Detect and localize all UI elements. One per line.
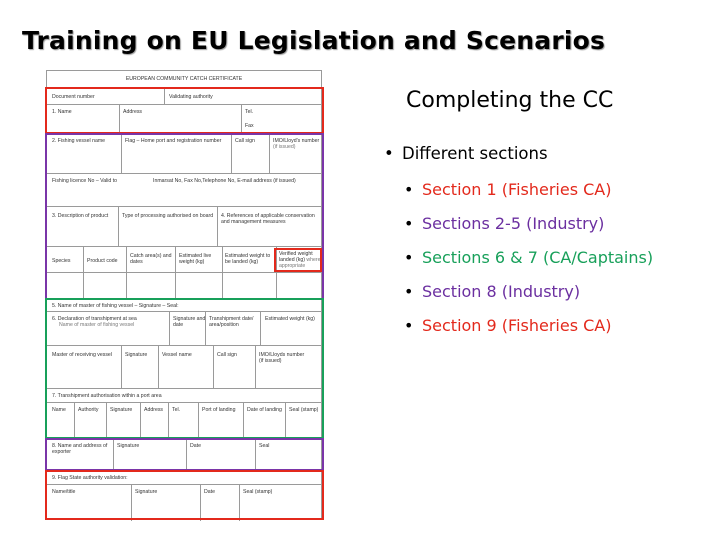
field-name: 1. Name — [52, 109, 72, 115]
field-exporter-seal: Seal — [259, 443, 270, 449]
col-catch-area: Catch area(s) and dates — [130, 253, 172, 266]
field-master-receiving-vessel: Master of receiving vessel — [52, 352, 112, 358]
field-imo-number: IMO/Lloyd's number (if issued) — [273, 138, 320, 151]
field-transhipment-authorisation: 7. Transhipment authorisation within a port area — [52, 393, 162, 399]
bullet-sections-2-5 — [404, 214, 604, 233]
col-species: Species — [52, 258, 71, 264]
bullet-dot-icon: • — [404, 316, 414, 335]
imo-note: (if issued) — [273, 144, 296, 151]
bullet-dot-icon: • — [404, 248, 414, 267]
bullet-main-label: Different sections — [402, 144, 548, 163]
col-estimated-live-weight: Estimated live weight (kg) — [179, 253, 212, 266]
bullet-dot-icon: • — [404, 282, 414, 301]
field-flag-home-port: Flag – Home port and registration number — [125, 138, 222, 144]
field-transhipment-declaration: 6. Declaration of transhipment at sea — [52, 316, 137, 322]
col-name-title: Name/title — [52, 489, 76, 495]
col-validation-seal: Seal (stamp) — [243, 489, 273, 495]
field-inmarsat: Inmarsat No, Fax No,Telephone No, E-mail address (if issued) — [153, 178, 296, 184]
field-transhipment-date: Transhipment date/ area/position — [209, 316, 254, 329]
bullet-dot-icon: • — [404, 180, 414, 199]
field-declaration-note: Name of master of fishing vessel — [59, 322, 135, 328]
bullet-section-9 — [404, 316, 612, 335]
col-product-code: Product code — [87, 258, 118, 264]
field-description-of-product: 3. Description of product — [52, 213, 109, 219]
col-port-of-landing: Port of landing — [202, 407, 236, 413]
col-verified-weight: Verified weight landed (kg) where appropriate — [279, 251, 321, 270]
col-validation-signature: Signature — [135, 489, 158, 495]
field-signature: Signature — [125, 352, 148, 358]
bullet-dot-icon: • — [404, 214, 414, 233]
slide-subtitle: Completing the CC — [406, 88, 614, 113]
bullet-label: Section 9 (Fisheries CA) — [422, 316, 612, 335]
field-address: Address — [123, 109, 143, 115]
bullet-main — [384, 144, 548, 163]
col-address: Address — [144, 407, 164, 413]
bullet-label: Sections 2-5 (Industry) — [422, 214, 605, 233]
field-vessel-name: 2. Fishing vessel name — [52, 138, 106, 144]
bullet-sections-6-7 — [404, 248, 653, 267]
col-validation-date: Date — [204, 489, 215, 495]
col-date-of-landing: Date of landing — [247, 407, 282, 413]
col-authority: Authority — [78, 407, 99, 413]
field-validating-authority: Validating authority — [169, 94, 213, 100]
verified-note: where appropriate — [279, 257, 321, 270]
field-references-measures: 4. References of applicable conservation and management measures — [221, 213, 315, 226]
bullet-label: Sections 6 & 7 (CA/Captains) — [422, 248, 654, 267]
bullet-section-1 — [404, 180, 612, 199]
col-signature: Signature — [110, 407, 133, 413]
field-flag-state-validation: 9. Flag State authority validation: — [52, 475, 128, 481]
col-estimated-landed-weight: Estimated weight to be landed (kg) — [225, 253, 271, 266]
field-exporter-name-address: 8. Name and address of exporter — [52, 443, 108, 456]
field-receiving-imo-note: (if issued) — [259, 358, 282, 364]
col-seal-stamp: Seal (stamp) — [289, 407, 319, 413]
field-fax: Fax — [245, 123, 254, 129]
slide-title: Training on EU Legislation and Scenarios — [22, 26, 606, 55]
field-receiving-call-sign: Call sign — [217, 352, 237, 358]
field-call-sign: Call sign — [235, 138, 255, 144]
col-tel: Tel. — [172, 407, 181, 413]
field-processing-type: Type of processing authorised on board — [122, 213, 214, 219]
form-header: EUROPEAN COMMUNITY CATCH CERTIFICATE — [125, 76, 243, 82]
field-document-number: Document number — [52, 94, 95, 100]
bullet-dot-icon: • — [384, 144, 394, 163]
field-receiving-vessel-name: Vessel name — [162, 352, 192, 358]
field-fishing-licence: Fishing licence No – Valid to — [52, 178, 118, 184]
field-tel: Tel. — [245, 109, 254, 115]
catch-certificate-form — [46, 70, 322, 520]
field-exporter-date: Date — [190, 443, 201, 449]
bullet-label: Section 8 (Industry) — [422, 282, 581, 301]
bullet-section-8 — [404, 282, 580, 301]
bullet-label: Section 1 (Fisheries CA) — [422, 180, 612, 199]
field-estimated-weight: Estimated weight (kg) — [265, 316, 315, 322]
field-master-signature-seal: 5. Name of master of fishing vessel – Signature – Seal: — [52, 303, 179, 309]
col-name: Name — [52, 407, 66, 413]
field-receiving-imo: IMO/Lloyds number — [259, 352, 305, 358]
field-signature-and-date: Signature and date — [173, 316, 206, 329]
field-exporter-signature: Signature — [117, 443, 140, 449]
